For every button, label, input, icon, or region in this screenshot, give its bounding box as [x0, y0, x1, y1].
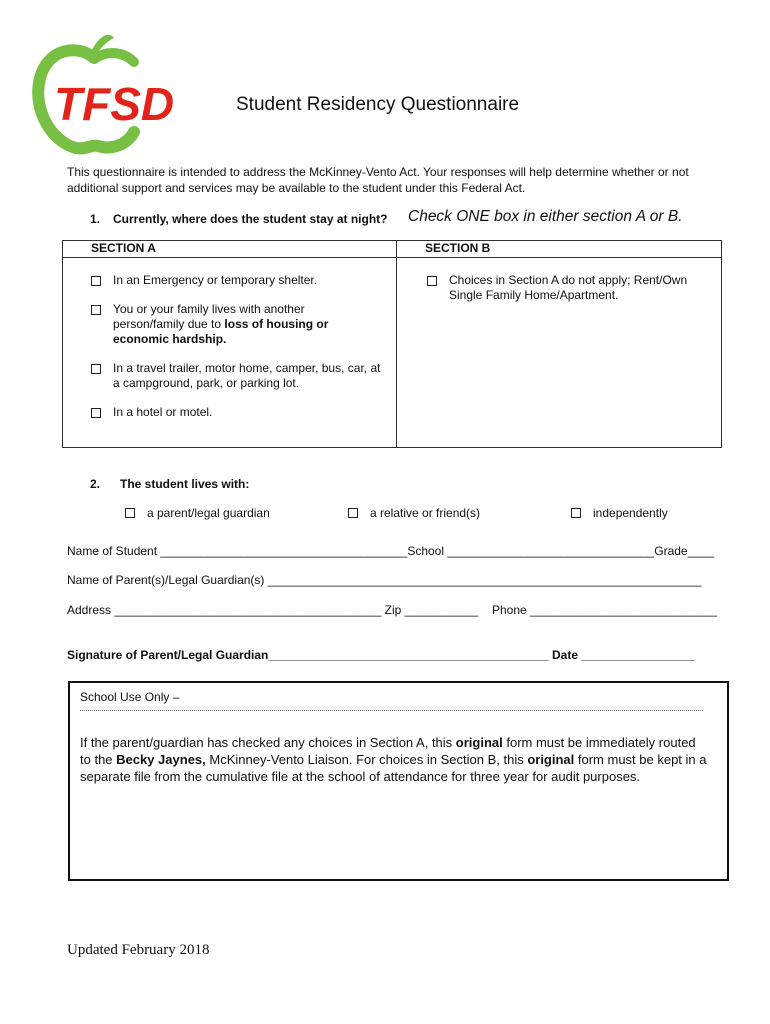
section-a-option-vehicle — [113, 361, 388, 391]
page-title: Student Residency Questionnaire — [236, 94, 520, 115]
logo-text: TFSD — [54, 78, 175, 130]
updated-date: Updated February 2018 — [67, 942, 210, 958]
section-b-header: SECTION B — [397, 241, 722, 258]
residency-sections-table — [62, 240, 722, 448]
signature-date-field[interactable]: Signature of Parent/Legal Guardian__________________________________________ Date _________________ — [67, 648, 695, 662]
school-use-instructions — [80, 734, 710, 785]
hotel-label: In a hotel or motel. — [113, 405, 213, 419]
tfsd-logo — [30, 30, 200, 155]
section-a-option-doubled-up — [113, 302, 343, 347]
section-b-cell — [397, 258, 722, 448]
vehicle-label: In a travel trailer, motor home, camper, bus, car, at a campground, park, or parking lot. — [113, 361, 381, 390]
apple-logo-icon — [30, 30, 200, 155]
q2-number: 2. — [90, 477, 101, 491]
independently-checkbox[interactable] — [571, 508, 581, 518]
q1-number: 1. — [90, 212, 101, 226]
su-bold-3: original — [527, 752, 575, 767]
q1-instruction — [408, 208, 683, 226]
doubled-up-label: You or your family lives with another person/family due to — [113, 302, 305, 331]
independently-label: independently — [593, 506, 668, 520]
lives-with-parent — [147, 506, 270, 520]
shelter-label: In an Emergency or temporary shelter. — [113, 273, 318, 287]
not-apply-checkbox[interactable] — [427, 276, 437, 286]
su-text-4: form must be kept in a separate file from the cumulative file at the school of attendance for three year for audit purposes. — [80, 752, 707, 784]
su-bold-2: Becky Jaynes, — [116, 752, 206, 767]
vehicle-checkbox[interactable] — [91, 364, 101, 374]
relative-checkbox[interactable] — [348, 508, 358, 518]
relative-label: a relative or friend(s) — [370, 506, 481, 520]
su-text-3: McKinney-Vento Liaison. For choices in Section B, this — [205, 752, 528, 767]
section-a-option-shelter — [113, 273, 383, 288]
phone-field[interactable]: Phone ____________________________ — [492, 603, 717, 617]
section-a-header: SECTION A — [63, 241, 397, 258]
section-a-option-hotel — [113, 405, 383, 420]
doubled-up-label-bold: loss of housing or economic hardship. — [113, 317, 329, 346]
q1-instruction-text: Check ONE box in either section A or B — [408, 208, 679, 225]
lives-with-relative — [370, 506, 480, 520]
hotel-checkbox[interactable] — [91, 408, 101, 418]
shelter-checkbox[interactable] — [91, 276, 101, 286]
student-school-grade-field[interactable]: Name of Student _____________________________________School _______________________________Grade____ — [67, 544, 715, 558]
q1-text: Currently, where does the student stay at night? — [113, 212, 388, 226]
section-b-option-not-apply — [449, 273, 714, 303]
su-text-1: If the parent/guardian has checked any choices in Section A, this — [80, 735, 456, 750]
parent-label: a parent/legal guardian — [147, 506, 270, 520]
address-zip-field[interactable]: Address ________________________________________ Zip ___________ — [67, 603, 479, 617]
not-apply-label: Choices in Section A do not apply; Rent/Own Single Family Home/Apartment. — [449, 273, 688, 302]
su-text-2: form must be immediately routed to the — [80, 735, 696, 767]
q1-instruction-period: . — [678, 208, 683, 225]
section-a-cell — [63, 258, 397, 448]
school-use-line — [80, 710, 703, 711]
parent-name-field[interactable]: Name of Parent(s)/Legal Guardian(s) _________________________________________________________________ — [67, 573, 702, 587]
su-bold-1: original — [455, 735, 503, 750]
q2-text: The student lives with: — [120, 477, 250, 491]
lives-independently — [593, 506, 668, 520]
parent-checkbox[interactable] — [125, 508, 135, 518]
intro-text: This questionnaire is intended to address the McKinney-Vento Act. Your responses will help determine whether or not additional support and services may be available to the student under this Federal Act. — [67, 165, 689, 195]
doubled-up-checkbox[interactable] — [91, 305, 101, 315]
school-use-title: School Use Only – — [80, 690, 180, 704]
